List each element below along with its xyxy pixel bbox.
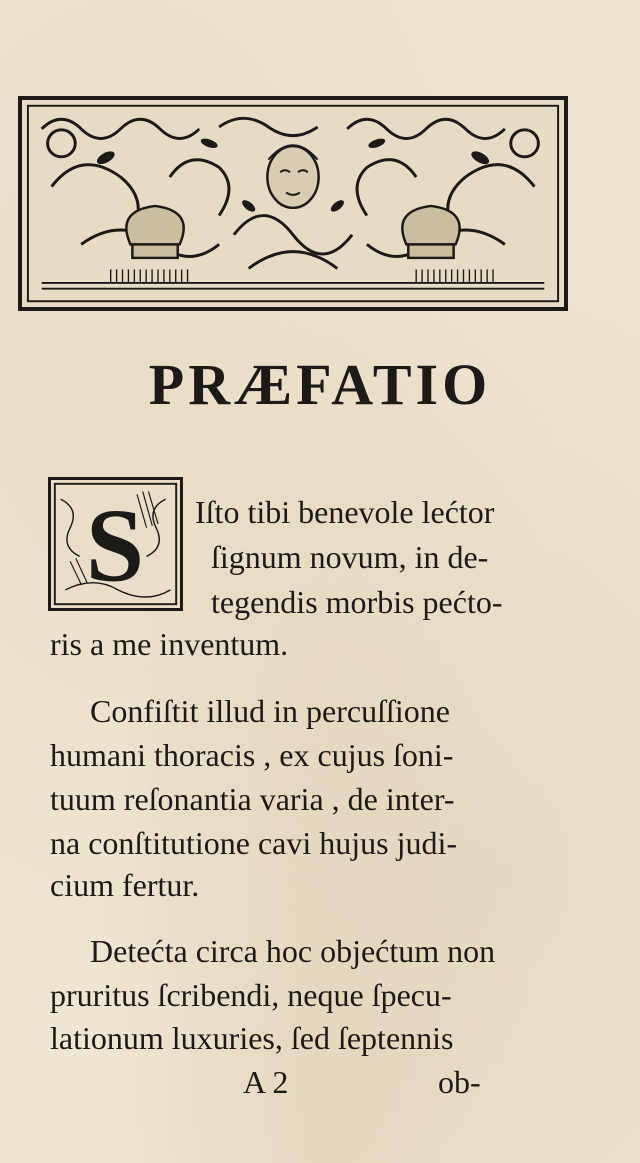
- paragraph-2-line-2: humani thoracis , ex cujus ſoni-: [50, 737, 454, 773]
- paragraph-2-line-4: na conſtitutione cavi hujus judi-: [50, 825, 458, 861]
- paragraph-2-line-3: tuum reſonantia varia , de inter-: [50, 781, 455, 817]
- paragraph-2-line-5: cium fertur.: [50, 867, 200, 903]
- initial-letter: S: [85, 486, 145, 604]
- paragraph-1-line-1: Iſto tibi benevole lećtor: [195, 494, 495, 530]
- paragraph-1-line-3: tegendis morbis pećto-: [211, 584, 503, 620]
- paragraph-3-line-3: lationum luxuries, ſed ſeptennis: [50, 1020, 454, 1056]
- paragraph-1-line-2: ſignum novum, in de-: [211, 539, 489, 575]
- catchword: ob-: [438, 1064, 481, 1100]
- signature-mark: A 2: [243, 1064, 289, 1100]
- paragraph-3-line-1: Detećta circa hoc objećtum non: [90, 933, 496, 969]
- paragraph-2-line-1: Confiſtit illud in percuſſione: [90, 693, 450, 729]
- paragraph-1-line-4: ris a me inventum.: [50, 626, 289, 662]
- headpiece-ornament-icon: [18, 96, 568, 311]
- paragraph-3-line-2: pruritus ſcribendi, neque ſpecu-: [50, 977, 452, 1013]
- decorated-initial-s-icon: [48, 477, 183, 611]
- page-title: PRÆFATIO: [148, 352, 492, 417]
